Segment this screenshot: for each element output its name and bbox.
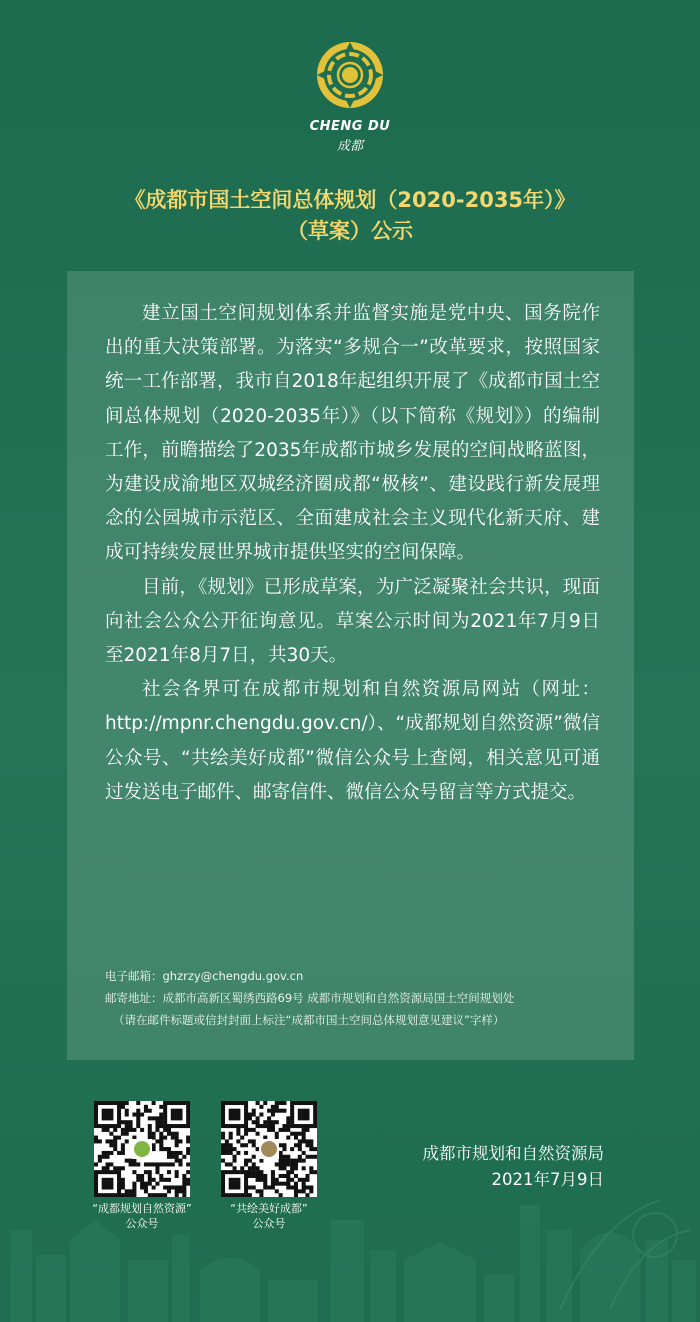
contact-mail-address: 邮寄地址：成都市高新区蜀绣西路69号 成都市规划和自然资源局国土空间规划处 [105,991,515,1005]
qr-caption-title: “共绘美好成都” [230,1202,308,1215]
paragraph-3: 社会各界可在成都市规划和自然资源局网站（网址：http://mpnr.chengdu.gov.cn/）、“成都规划自然资源”微信公众号、“共绘美好成都”微信公众号上查阅，相关意见可通过发送电子邮件、邮寄信件、微信公众号留言等方式提交。 [105,679,600,803]
qr-caption-sub: 公众号 [252,1217,286,1230]
contact-email: 电子邮箱：ghzrzy@chengdu.gov.cn [105,969,304,983]
qr-caption-sub: 公众号 [125,1217,159,1230]
announcement-panel [67,271,634,1060]
logo-text-english: CHENG DU [309,119,391,134]
qr-caption-title: “成都规划自然资源” [92,1202,192,1215]
chengdu-logo [300,40,400,152]
title-line-1: 《成都市国土空间总体规划（2020-2035年）》 [124,188,576,212]
paragraph-2: 目前，《规划》已形成草案，为广泛凝聚社会共识，现面向社会公众公开征询意见。草案公示时间为2021年7月9日至2021年8月7日，共30天。 [105,576,600,667]
paragraph-1: 建立国土空间规划体系并监督实施是党中央、国务院作出的重大决策部署。为落实“多规合一”改革要求，按照国家统一工作部署，我市自2018年起组织开展了《成都市国土空间总体规划（2020-2035年）》（以下简称《规划》）的编制工作，前瞻描绘了2035年成都市城乡发展的空间战略蓝图，为建设成渝地区双城经济圈成都“极核”、建设践行新发展理念的公园城市示范区、全面建成社会主义现代化新天府、建成可持续发展世界城市提供坚实的空间保障。 [105,303,600,564]
signature-date: 2021年7月9日 [491,1170,604,1189]
contact-note: （请在邮件标题或信封封面上标注“成都市国土空间总体规划意见建议”字样） [113,1013,505,1027]
page-title [0,185,700,247]
announcement-body [105,297,600,810]
title-line-2: （草案）公示 [287,219,413,243]
sun-bird-emblem-icon [315,40,385,110]
signature-org: 成都市规划和自然资源局 [422,1144,604,1163]
logo-text-chinese: 成都 [336,139,363,154]
contact-info [105,965,625,1031]
city-skyline-illustration [0,1160,700,1322]
